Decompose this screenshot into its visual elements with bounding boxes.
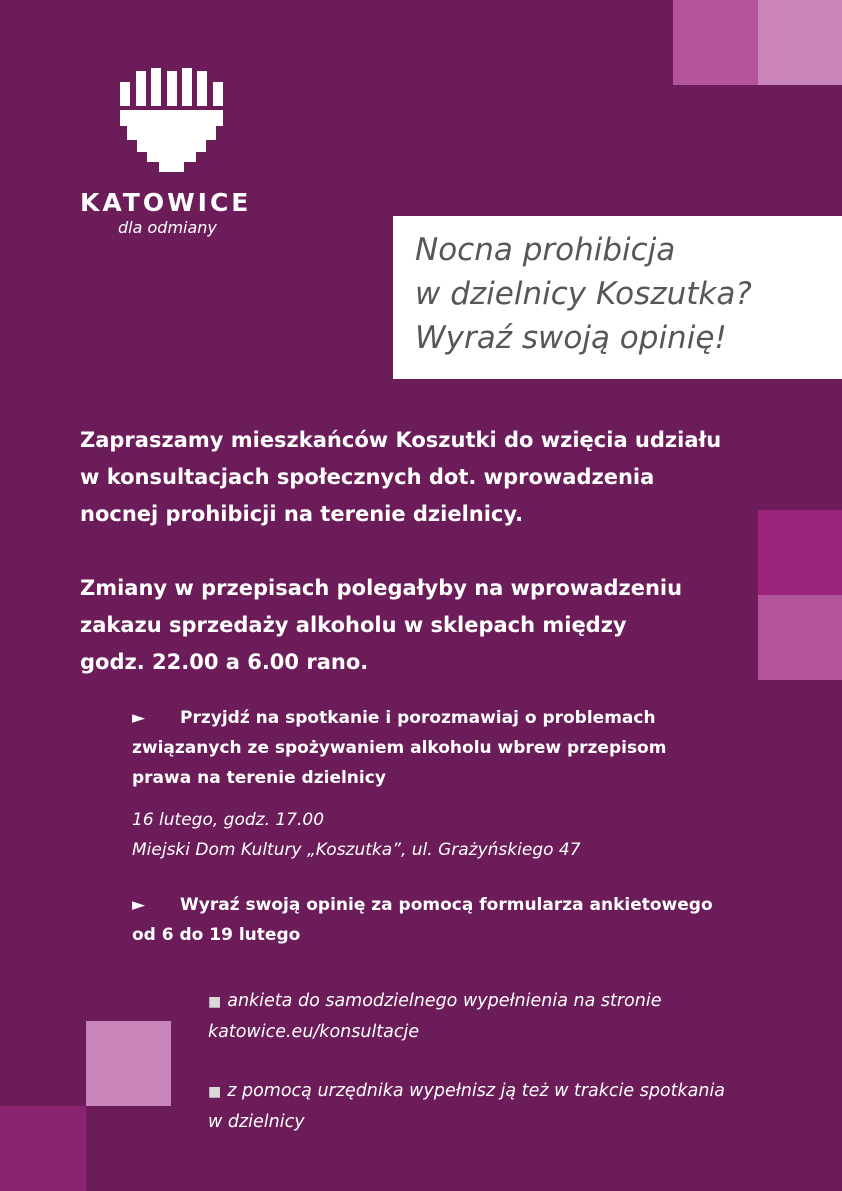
text-line: Wyraź swoją opinię za pomocą formularza ankietowego: [180, 895, 713, 915]
text-line: godz. 22.00 a 6.00 rano.: [80, 650, 369, 674]
text-line: zakazu sprzedaży alkoholu w sklepach między: [80, 613, 627, 637]
headline-line: Nocna prohibicja: [415, 232, 676, 268]
meeting-description: [132, 703, 812, 793]
intro-text: [80, 422, 780, 718]
text-line: nocnej prohibicji na terenie dzielnicy.: [80, 502, 524, 526]
headline-box: [393, 216, 842, 379]
intro-paragraph-1: [80, 422, 780, 533]
katowice-logo: [80, 68, 270, 238]
text-line: związanych ze spożywaniem alkoholu wbrew przepisom: [132, 738, 667, 758]
text-line: od 6 do 19 lutego: [132, 925, 301, 945]
text-line: w dzielnicy: [208, 1112, 305, 1132]
meeting-item: [132, 703, 812, 865]
decor-square-top-1: [673, 0, 758, 85]
heart-logo-icon: [120, 68, 228, 174]
square-bullet-icon: ■: [208, 994, 222, 1010]
decor-square-top-2: [758, 0, 842, 85]
meeting-date: 16 lutego, godz. 17.00: [132, 810, 325, 830]
headline-line: Wyraź swoją opinię!: [415, 320, 727, 356]
meeting-details: [132, 805, 812, 865]
text-line: prawa na terenie dzielnicy: [132, 768, 386, 788]
text-line: Przyjdź na spotkanie i porozmawiaj o problemach: [180, 708, 656, 728]
text-line: w konsultacjach społecznych dot. wprowadzenia: [80, 465, 655, 489]
survey-link[interactable]: katowice.eu/konsultacje: [208, 1022, 420, 1042]
square-bullet-icon: ■: [208, 1084, 222, 1100]
text-line: z pomocą urzędnika wypełnisz ją też w trakcie spotkania: [227, 1081, 726, 1101]
text-line: Zmiany w przepisach polegałyby na wprowadzeniu: [80, 576, 683, 600]
survey-option-official: [208, 1076, 808, 1137]
decor-square-bottom-1: [86, 1021, 171, 1106]
logo-tagline: dla odmiany: [118, 218, 217, 237]
logo-name: KATOWICE: [80, 188, 252, 217]
intro-paragraph-2: [80, 570, 780, 681]
arrow-right-icon: ►: [132, 895, 146, 915]
arrow-right-icon: ►: [132, 708, 146, 728]
text-line: ankieta do samodzielnego wypełnienia na stronie: [227, 991, 662, 1011]
text-line: Zapraszamy mieszkańców Koszutki do wzięcia udziału: [80, 428, 722, 452]
headline-line: w dzielnicy Koszutka?: [415, 276, 752, 312]
survey-description: [132, 890, 812, 950]
decor-square-bottom-2: [0, 1106, 86, 1191]
meeting-place: Miejski Dom Kultury „Koszutka”, ul. Grażyńskiego 47: [132, 840, 581, 860]
survey-item: [132, 890, 812, 950]
survey-option-online: [208, 986, 808, 1047]
